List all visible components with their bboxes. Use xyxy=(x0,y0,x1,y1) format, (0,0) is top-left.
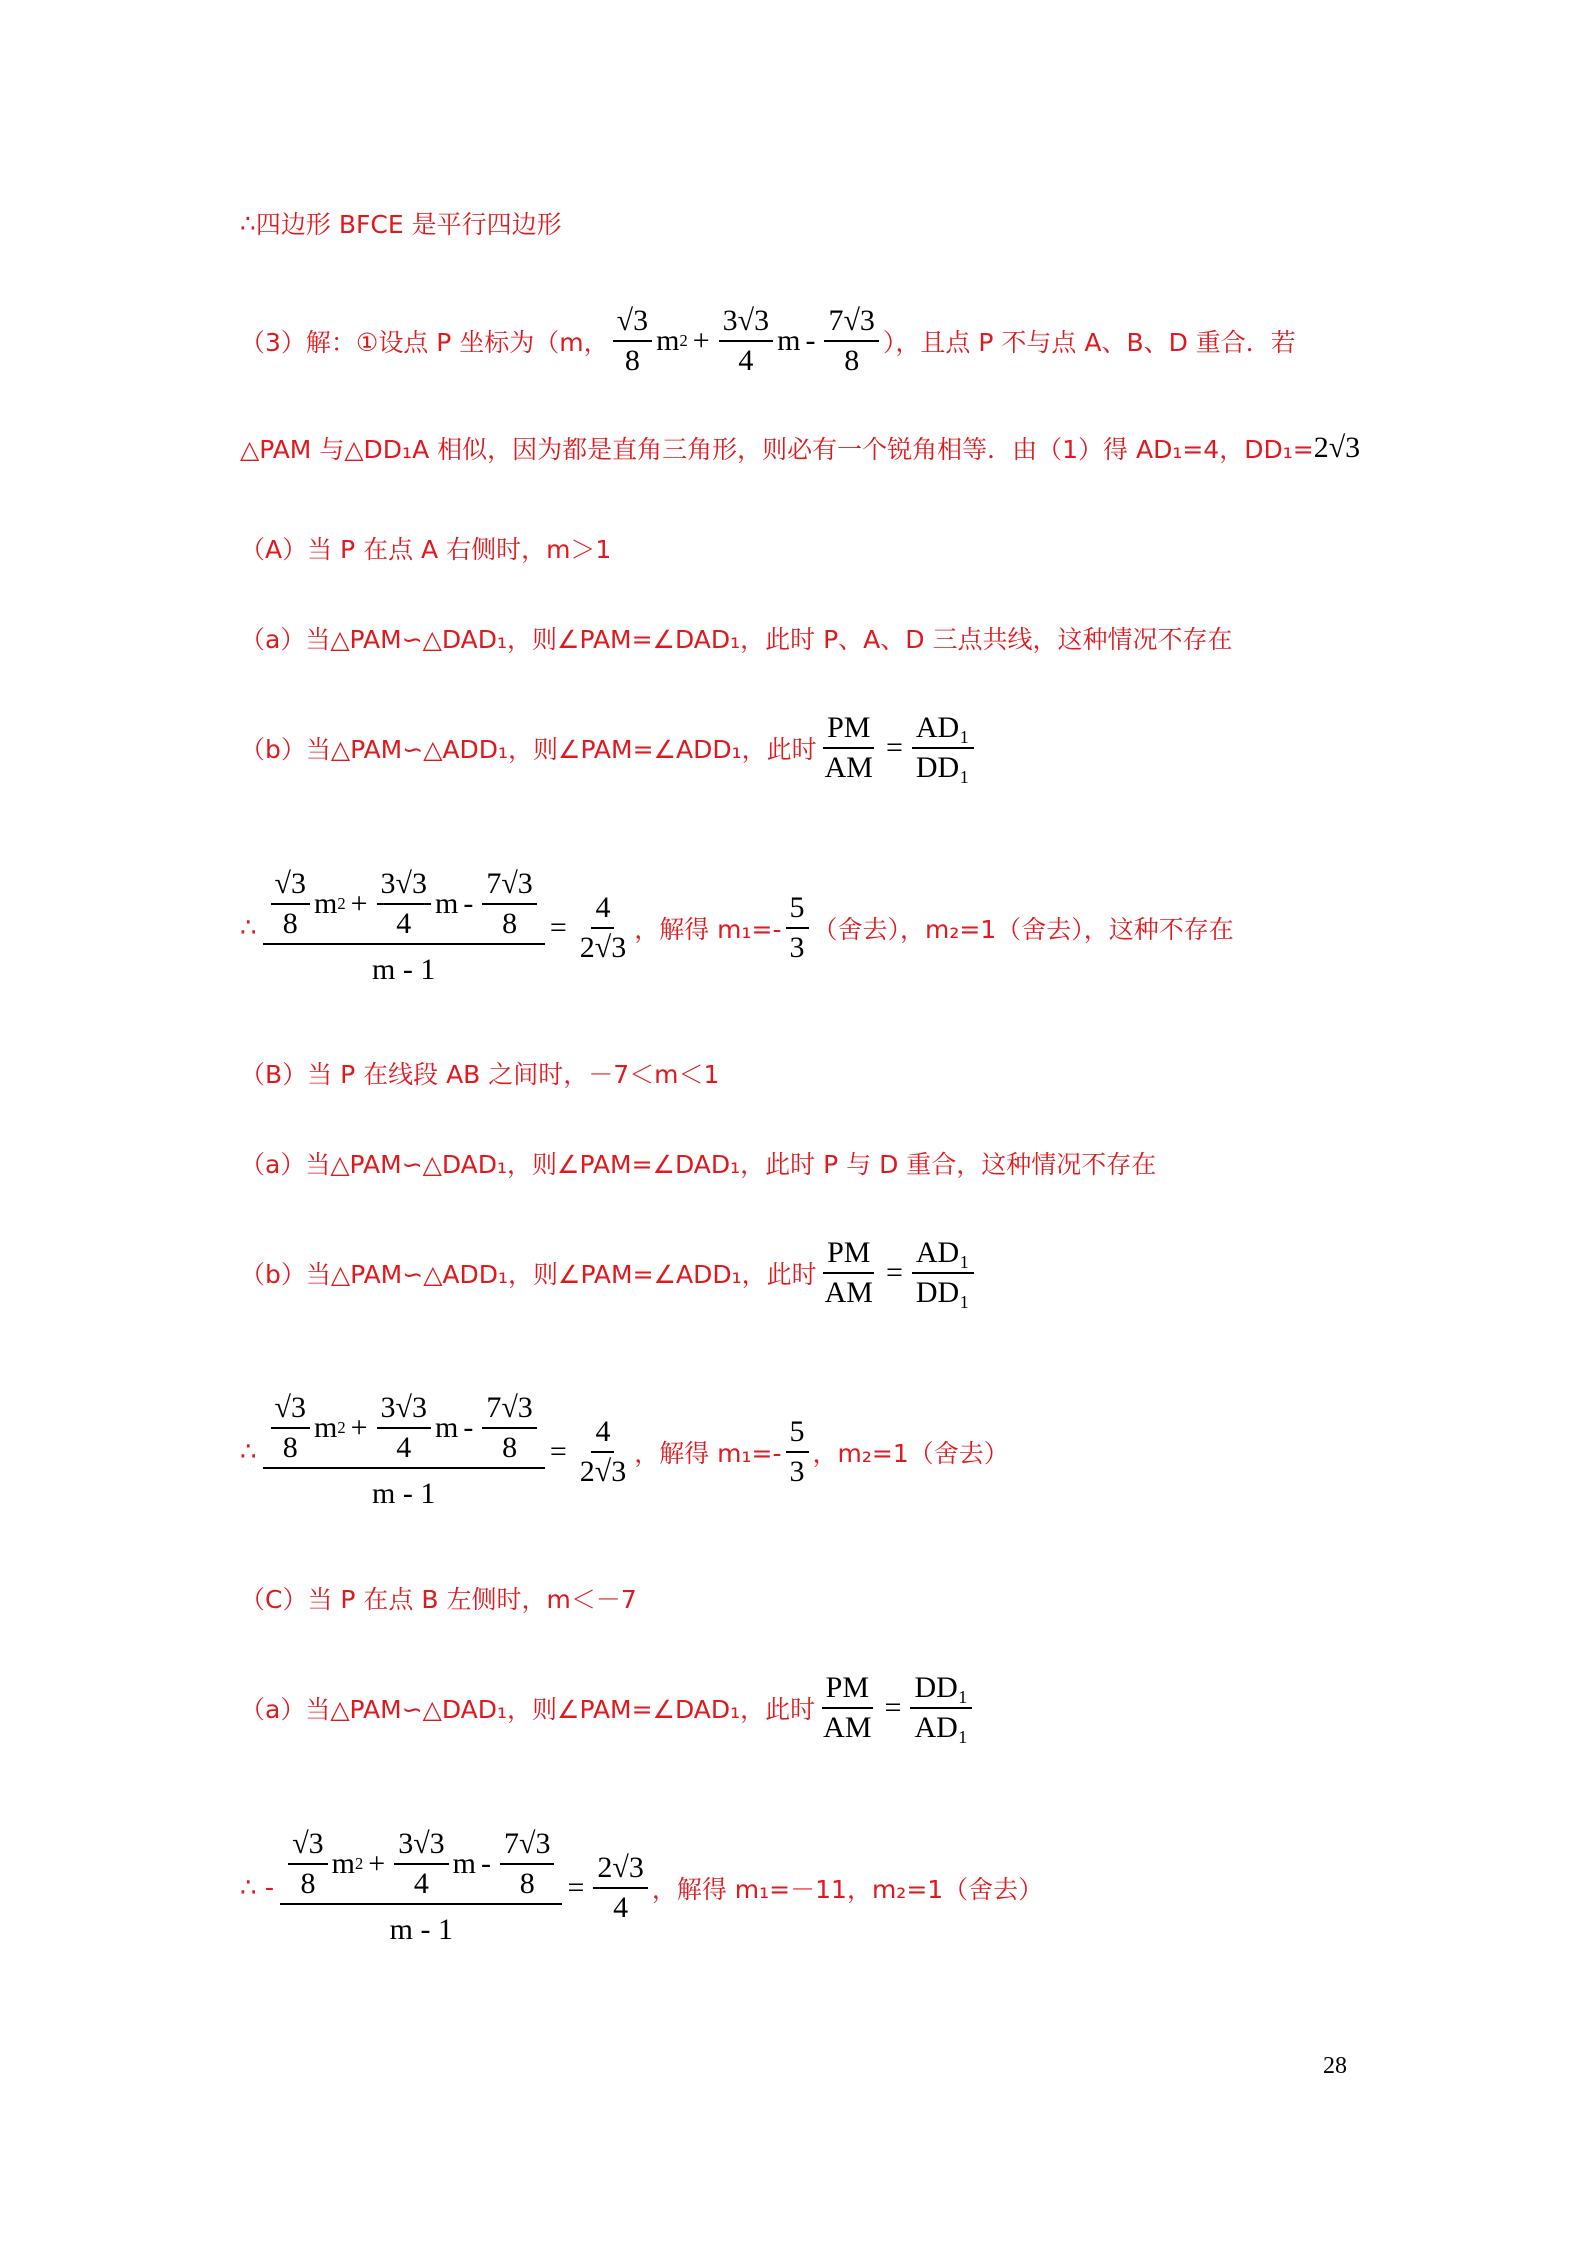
variable: m xyxy=(314,1410,338,1444)
text: （3）解：①设点 P 坐标为（m， xyxy=(240,327,609,357)
numerator: PM xyxy=(823,1237,874,1274)
numerator: 3√3 xyxy=(394,1828,448,1865)
denominator: 8 xyxy=(519,1866,535,1900)
operator: - xyxy=(481,1846,491,1880)
numerator: √3 xyxy=(288,1828,327,1865)
dd1-value: 2√3 xyxy=(1313,431,1361,464)
exponent: 2 xyxy=(337,1417,346,1437)
variable: m xyxy=(435,886,459,920)
numerator: 7√3 xyxy=(500,1828,554,1865)
denominator: DD₁ xyxy=(915,750,970,784)
result-text: ，解得 m₁=- xyxy=(634,1438,782,1468)
denominator: 4 xyxy=(413,1866,429,1900)
operator: - xyxy=(463,886,474,920)
result-tail: （舍去），m₂=1（舍去），这种不存在 xyxy=(812,914,1234,944)
denominator: AD₁ xyxy=(914,1710,969,1744)
numerator: AD₁ xyxy=(912,712,974,749)
operator: + xyxy=(368,1846,386,1880)
denominator: 8 xyxy=(300,1866,316,1900)
equals: = xyxy=(885,730,903,764)
text: （A）当 P 在点 A 右侧时，m＞1 xyxy=(240,535,612,564)
variable: m xyxy=(331,1846,356,1880)
exponent: 2 xyxy=(337,893,346,913)
numerator: 4 xyxy=(591,892,614,929)
case-B-heading xyxy=(240,1055,719,1091)
case-C-a xyxy=(240,1672,976,1743)
compound-fraction xyxy=(280,1828,562,1947)
numerator: 5 xyxy=(786,892,809,929)
therefore-symbol: ∴ xyxy=(240,1436,257,1467)
denominator: 2√3 xyxy=(579,930,627,964)
operator: - xyxy=(463,1410,474,1444)
denominator: 3 xyxy=(789,930,805,964)
variable: m xyxy=(435,1410,459,1444)
denominator: AM xyxy=(823,1710,872,1744)
variable: m xyxy=(452,1846,476,1880)
denominator: 8 xyxy=(502,1430,518,1464)
equals: = xyxy=(549,1434,567,1468)
text: △PAM 与△DD₁A 相似，因为都是直角三角形，则必有一个锐角相等．由（1）得 AD₁=4，DD₁= xyxy=(240,435,1314,464)
text: （a）当△PAM∽△DAD₁，则∠PAM=∠DAD₁，此时 P 与 D 重合，这种情况不存在 xyxy=(240,1150,1157,1179)
case-A-b-solution xyxy=(240,868,1234,987)
text: （B）当 P 在线段 AB 之间时，－7＜m＜1 xyxy=(240,1060,720,1089)
case-B-b-solution xyxy=(240,1392,1009,1511)
equals: = xyxy=(549,910,567,944)
operator: - xyxy=(805,323,816,357)
therefore-symbol: ∴ xyxy=(240,208,256,238)
numerator: PM xyxy=(823,712,874,749)
variable: m xyxy=(656,323,680,357)
exponent: 2 xyxy=(355,1853,364,1873)
variable: m xyxy=(777,323,801,357)
denominator: 4 xyxy=(738,343,754,377)
denominator: 4 xyxy=(396,1430,412,1464)
numerator: AD₁ xyxy=(912,1237,974,1274)
numerator: 2√3 xyxy=(593,1852,647,1889)
denominator: 8 xyxy=(502,906,518,940)
equals: = xyxy=(567,1870,585,1904)
denominator: 4 xyxy=(396,906,412,940)
result-text: ，解得 m₁=－11，m₂=1（舍去） xyxy=(651,1874,1044,1904)
denominator: 2√3 xyxy=(579,1454,627,1488)
compound-fraction xyxy=(263,1392,545,1511)
numerator: 7√3 xyxy=(482,868,536,905)
conclusion-parallelogram xyxy=(240,205,562,241)
result-tail: ，m₂=1（舍去） xyxy=(812,1438,1009,1468)
denominator: 8 xyxy=(282,1430,298,1464)
numerator: √3 xyxy=(271,868,310,905)
numerator: 3√3 xyxy=(377,1392,431,1429)
exponent: 2 xyxy=(679,330,688,350)
numerator: 4 xyxy=(591,1416,614,1453)
numerator: 7√3 xyxy=(482,1392,536,1429)
case-C-a-solution xyxy=(240,1828,1043,1947)
text: （b）当△PAM∽△ADD₁，则∠PAM=∠ADD₁，此时 xyxy=(240,1259,817,1289)
denominator: AM xyxy=(824,1275,873,1309)
numerator: 3√3 xyxy=(377,868,431,905)
ratio-equation xyxy=(815,1672,976,1743)
case-A-b xyxy=(240,712,978,783)
numerator: 7√3 xyxy=(824,305,878,342)
case-A-a xyxy=(240,620,1232,656)
text: （a）当△PAM∽△DAD₁，则∠PAM=∠DAD₁，此时 P、A、D 三点共线，这种情况不存在 xyxy=(240,625,1233,654)
operator: + xyxy=(692,323,710,357)
equals: = xyxy=(885,1255,903,1289)
result-text: ，解得 m₁=- xyxy=(634,914,782,944)
numerator: DD₁ xyxy=(910,1672,972,1709)
similarity-statement xyxy=(240,430,1360,466)
ratio-equation xyxy=(817,1237,978,1308)
page-number: 28 xyxy=(1323,2053,1347,2079)
therefore-symbol: ∴ xyxy=(240,912,257,943)
text: （a）当△PAM∽△DAD₁，则∠PAM=∠DAD₁，此时 xyxy=(240,1694,816,1724)
text: （C）当 P 在点 B 左侧时，m＜－7 xyxy=(240,1585,637,1614)
case-A-heading xyxy=(240,530,611,566)
ratio-equation xyxy=(817,712,978,783)
denominator: DD₁ xyxy=(915,1275,970,1309)
denominator: m - 1 xyxy=(372,953,436,986)
operator: + xyxy=(350,1410,368,1444)
variable: m xyxy=(314,886,338,920)
denominator: 3 xyxy=(789,1454,805,1488)
denominator: AM xyxy=(824,750,873,784)
operator: + xyxy=(350,886,368,920)
denominator: m - 1 xyxy=(389,1913,453,1946)
compound-fraction xyxy=(263,868,545,987)
numerator: √3 xyxy=(613,305,652,342)
text: ），且点 P 不与点 A、B、D 重合．若 xyxy=(882,327,1296,357)
case-B-a xyxy=(240,1145,1156,1181)
numerator: √3 xyxy=(271,1392,310,1429)
denominator: 8 xyxy=(282,906,298,940)
numerator: 3√3 xyxy=(719,305,773,342)
denominator: m - 1 xyxy=(372,1477,436,1510)
numerator: PM xyxy=(822,1672,873,1709)
denominator: 8 xyxy=(624,343,640,377)
case-C-heading xyxy=(240,1580,637,1616)
case-B-b xyxy=(240,1237,978,1308)
denominator: 4 xyxy=(613,1890,629,1924)
part3-setup xyxy=(240,305,1296,376)
numerator: 5 xyxy=(786,1416,809,1453)
denominator: 8 xyxy=(844,343,860,377)
text: （b）当△PAM∽△ADD₁，则∠PAM=∠ADD₁，此时 xyxy=(240,734,817,764)
therefore-symbol: ∴ - xyxy=(240,1872,275,1903)
parabola-expression xyxy=(609,305,883,376)
equals: = xyxy=(884,1690,902,1724)
text: 四边形 BFCE 是平行四边形 xyxy=(255,210,562,239)
